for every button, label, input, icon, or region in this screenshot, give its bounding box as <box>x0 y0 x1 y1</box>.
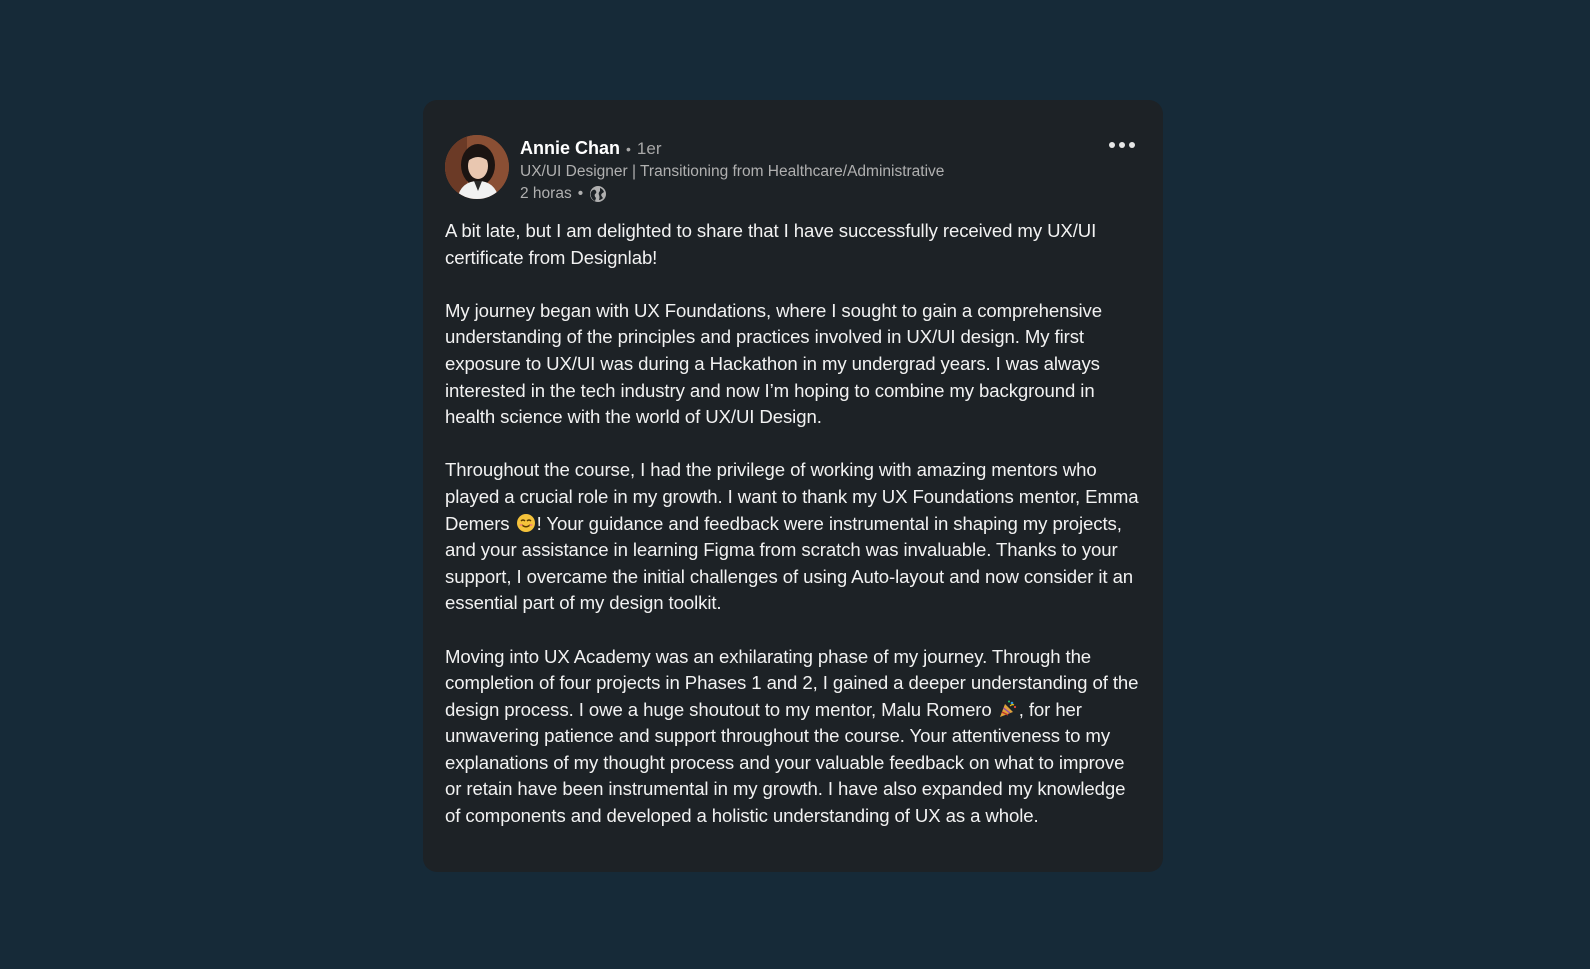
post-paragraph-3-part-a: Throughout the course, I had the privilege of working with amazing mentors who played a crucial role in my growth. I want to thank my UX Foundations mentor, Emma Demers <box>445 459 1139 534</box>
author-meta <box>520 137 1101 205</box>
more-dot <box>1109 142 1115 148</box>
post-paragraph-4-part-b: , for her unwavering patience and support throughout the course. Your attentiveness to my explanations of my thought process and your valuable feedback on what to improve or retain have been instrumental in my growth. I have also expanded my knowledge of components and developed a holistic understanding of UX as a whole. <box>445 698 1126 827</box>
post-paragraph-1: A bit late, but I am delighted to share that I have successfully received my UX/UI certificate from Designlab! <box>445 220 1097 268</box>
avatar-photo-icon <box>445 135 509 199</box>
smiling-face-emoji-icon <box>516 513 536 533</box>
post-paragraph-2: My journey began with UX Foundations, where I sought to gain a comprehensive understanding of the principles and practices involved in UX/UI design. My first exposure to UX/UI was during a Hackathon in my undergrad years. I was always interested in the tech industry and now I’m hoping to combine my background in health science with the world of UX/UI Design. <box>445 299 1102 428</box>
avatar[interactable] <box>445 135 509 199</box>
time-separator: • <box>577 185 584 202</box>
post-paragraph-3-part-b: ! Your guidance and feedback were instrumental in shaping my projects, and your assistance in learning Figma from scratch was invaluable. Thanks to your support, I overcame the initial challenges of using Auto-layout and now consider it an essential part of my design toolkit. <box>445 512 1134 614</box>
party-popper-emoji-icon <box>998 699 1018 719</box>
post-paragraph-4-part-a: Moving into UX Academy was an exhilarating phase of my journey. Through the completion of four projects in Phases 1 and 2, I gained a deeper understanding of the design process. I owe a huge shoutout to my mentor, Malu Romero <box>445 645 1139 720</box>
connection-degree: 1er <box>636 139 662 158</box>
more-dot <box>1129 142 1135 148</box>
post-body <box>445 218 1141 830</box>
author-name-row <box>520 137 1101 160</box>
more-dot <box>1119 142 1125 148</box>
author-name[interactable]: Annie Chan <box>520 138 621 158</box>
more-options-icon[interactable] <box>1105 135 1139 155</box>
post-timestamp-row <box>520 183 1101 205</box>
post-time: 2 horas <box>520 185 572 202</box>
author-headline: UX/UI Designer | Transitioning from Healthcare/Administrative <box>520 163 945 180</box>
post-paragraph-3 <box>445 457 1141 617</box>
name-separator: • <box>626 141 631 157</box>
globe-icon <box>589 185 607 203</box>
post-card <box>423 100 1163 872</box>
post-header <box>445 135 1141 207</box>
post-paragraph-4 <box>445 644 1141 830</box>
